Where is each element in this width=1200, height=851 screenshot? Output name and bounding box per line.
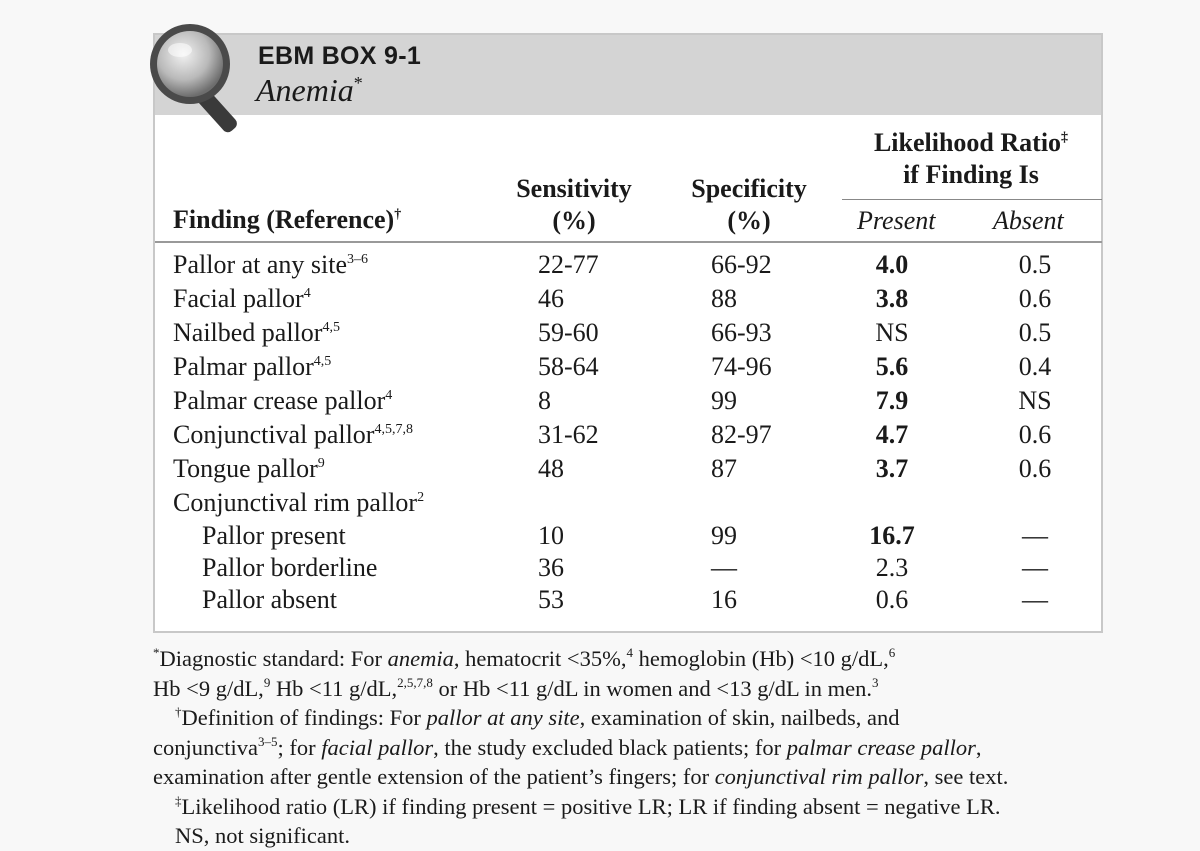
fn3-text-a: Likelihood ratio (LR) if finding present = positive LR; LR if finding absent = negative LR.: [181, 793, 1001, 819]
cell-finding: [173, 350, 331, 384]
cell-finding: [202, 552, 377, 584]
cell-lr-present: NS: [875, 318, 909, 347]
finding-text: Palmar crease pallor: [173, 386, 386, 415]
box-title: [256, 72, 363, 109]
cell-sensitivity: 59-60: [538, 318, 599, 347]
finding-text: Conjunctival rim pallor: [173, 488, 418, 517]
cell-finding: [173, 452, 325, 486]
cell-lr-present: 4.0: [875, 250, 909, 279]
table-row: [0, 384, 1200, 418]
cell-specificity: 74-96: [711, 352, 772, 381]
cell-lr-absent: —: [1022, 553, 1048, 582]
fn2-text-g: examination after gentle extension of the patient’s fingers; for: [153, 764, 715, 789]
cell-sensitivity: 48: [538, 454, 564, 483]
cell-lr-absent: 0.5: [1018, 250, 1052, 279]
header-specificity-line1: Specificity: [691, 174, 807, 203]
cell-lr-absent: 0.6: [1018, 454, 1052, 483]
finding-text: Tongue pallor: [173, 454, 318, 483]
fn2-text-b: , examination of skin, nailbeds, and: [579, 705, 900, 730]
cell-lr-absent: NS: [1018, 386, 1052, 415]
table-body: [0, 248, 1200, 616]
header-lr-line2: if Finding Is: [903, 160, 1039, 189]
cell-sensitivity: 8: [538, 386, 551, 415]
fn2-text-a: Definition of findings: For: [181, 705, 427, 730]
cell-specificity: 66-93: [711, 318, 772, 347]
cell-finding: [202, 584, 337, 616]
header-sensitivity: [500, 173, 648, 237]
cell-lr-present: 16.7: [869, 521, 915, 550]
fn1-text-f: or Hb <11 g/dL in women and <13 g/dL in men.: [432, 675, 872, 701]
table-row: [0, 452, 1200, 486]
fn1-ref-3: 9: [263, 674, 271, 690]
fn1-text-a: Diagnostic standard: For: [159, 646, 388, 671]
fn1-ref-1: 4: [626, 645, 633, 660]
fn1-ref-4: 2,5,7,8: [397, 674, 433, 690]
table-row: [0, 584, 1200, 616]
cell-finding: [173, 248, 368, 282]
cell-sensitivity: 36: [538, 553, 564, 582]
table-row: [0, 282, 1200, 316]
header-absent: Absent: [993, 206, 1064, 235]
footnote-ns: NS, not significant.: [175, 823, 350, 848]
cell-lr-absent: —: [1022, 521, 1048, 550]
cell-lr-absent: 0.6: [1018, 420, 1052, 449]
box-title-text: Anemia: [256, 72, 354, 108]
table-row: [0, 486, 1200, 520]
finding-refs: 4,5: [313, 354, 332, 369]
finding-refs: 2: [417, 490, 425, 505]
table-row: [0, 418, 1200, 452]
cell-lr-present: 7.9: [875, 386, 909, 415]
fn1-em-a: anemia: [387, 646, 454, 671]
finding-text: Pallor borderline: [202, 553, 378, 582]
finding-refs: 9: [317, 456, 325, 471]
cell-finding: [173, 282, 311, 316]
box-label: EBM BOX 9-1: [258, 42, 422, 70]
cell-lr-present: 5.6: [875, 352, 909, 381]
footnote-definitions-cont2: [153, 762, 1153, 792]
cell-lr-absent: 0.6: [1018, 284, 1052, 313]
fn2-em-g: conjunctival rim pallor: [714, 764, 924, 789]
cell-lr-absent: 0.4: [1018, 352, 1052, 381]
cell-finding: [173, 486, 424, 520]
header-present: Present: [857, 206, 936, 235]
cell-finding: [173, 316, 340, 350]
fn1-mark: *: [153, 645, 160, 660]
finding-refs: 4,5: [322, 320, 340, 335]
cell-specificity: 82-97: [711, 420, 772, 449]
finding-refs: 4,5,7,8: [374, 422, 413, 437]
header-specificity: [675, 173, 823, 237]
cell-lr-present: 3.7: [875, 454, 909, 483]
fn2-text-c: conjunctiva: [153, 734, 258, 760]
fn2-em-e: palmar crease pallor: [786, 734, 976, 760]
cell-specificity: 99: [711, 521, 737, 550]
footnote-likelihood-ratio: [153, 792, 1153, 822]
cell-sensitivity: 22-77: [538, 250, 599, 279]
finding-text: Pallor absent: [202, 585, 338, 614]
cell-lr-absent: 0.5: [1018, 318, 1052, 347]
finding-refs: 4: [385, 388, 393, 403]
cell-sensitivity: 10: [538, 521, 564, 550]
cell-finding: [202, 520, 346, 552]
table-row: [0, 552, 1200, 584]
footnotes: [153, 644, 1153, 851]
fn2-ref-1: 3–5: [257, 733, 278, 749]
header-lr-mark: ‡: [1061, 130, 1069, 145]
cell-specificity: —: [711, 553, 737, 582]
footnote-definitions: [153, 703, 1153, 733]
fn2-text-d: ; for: [277, 734, 322, 760]
header-sensitivity-line1: Sensitivity: [516, 174, 632, 203]
cell-specificity: 99: [711, 386, 737, 415]
finding-text: Pallor present: [202, 521, 346, 550]
finding-text: Nailbed pallor: [173, 318, 323, 347]
table-row: [0, 520, 1200, 552]
cell-lr-present: 3.8: [875, 284, 909, 313]
table-row: [0, 248, 1200, 282]
box-title-mark: *: [353, 73, 363, 93]
lr-header-rule: [842, 199, 1102, 200]
finding-text: Facial pallor: [173, 284, 304, 313]
header-finding-text: Finding (Reference): [173, 205, 395, 234]
cell-specificity: 87: [711, 454, 737, 483]
table-row: [0, 350, 1200, 384]
header-lr-line1: [840, 127, 1102, 159]
header-lr-line1-text: Likelihood Ratio: [873, 128, 1062, 157]
header-sensitivity-line2: (%): [552, 206, 596, 235]
cell-sensitivity: 31-62: [538, 420, 599, 449]
header-likelihood-ratio: [840, 127, 1102, 191]
cell-specificity: 88: [711, 284, 737, 313]
footnote-diagnostic-standard-cont: [153, 674, 1153, 704]
footnote-definitions-cont1: [153, 733, 1153, 763]
finding-text: Pallor at any site: [173, 250, 348, 279]
fn1-text-e: Hb <11 g/dL,: [270, 675, 398, 701]
fn3-mark: ‡: [175, 792, 182, 808]
header-finding: [173, 204, 401, 236]
footnote-diagnostic-standard: [153, 644, 1153, 674]
fn2-em-a: pallor at any site: [426, 705, 580, 730]
fn1-ref-2: 6: [888, 645, 896, 660]
cell-lr-absent: —: [1022, 585, 1048, 614]
cell-specificity: 16: [711, 585, 737, 614]
cell-specificity: 66-92: [711, 250, 772, 279]
fn1-text-c: hemoglobin (Hb) <10 g/dL,: [632, 646, 889, 671]
fn2-text-e: , the study excluded black patients; for: [433, 734, 787, 760]
cell-sensitivity: 46: [538, 284, 564, 313]
fn1-text-d: Hb <9 g/dL,: [153, 675, 264, 701]
header-finding-mark: †: [394, 207, 402, 222]
header-rule: [155, 241, 1102, 243]
cell-sensitivity: 58-64: [538, 352, 599, 381]
finding-text: Palmar pallor: [173, 352, 314, 381]
cell-sensitivity: 53: [538, 585, 564, 614]
magnifier-icon: [140, 18, 260, 138]
table-row: [0, 316, 1200, 350]
fn2-em-d: facial pallor: [321, 734, 434, 760]
fn2-mark: †: [175, 704, 182, 719]
header-specificity-line2: (%): [727, 206, 771, 235]
fn1-ref-5: 3: [872, 674, 879, 690]
cell-finding: [173, 384, 392, 418]
cell-lr-present: 0.6: [875, 585, 909, 614]
fn2-text-f: ,: [975, 734, 982, 760]
cell-lr-present: 2.3: [875, 553, 909, 582]
fn1-text-b: , hematocrit <35%,: [453, 646, 627, 671]
cell-finding: [173, 418, 413, 452]
finding-refs: 3–6: [347, 252, 369, 267]
finding-refs: 4: [303, 286, 311, 301]
fn2-text-h: , see text.: [923, 764, 1009, 789]
finding-text: Conjunctival pallor: [173, 420, 375, 449]
cell-lr-present: 4.7: [875, 420, 909, 449]
